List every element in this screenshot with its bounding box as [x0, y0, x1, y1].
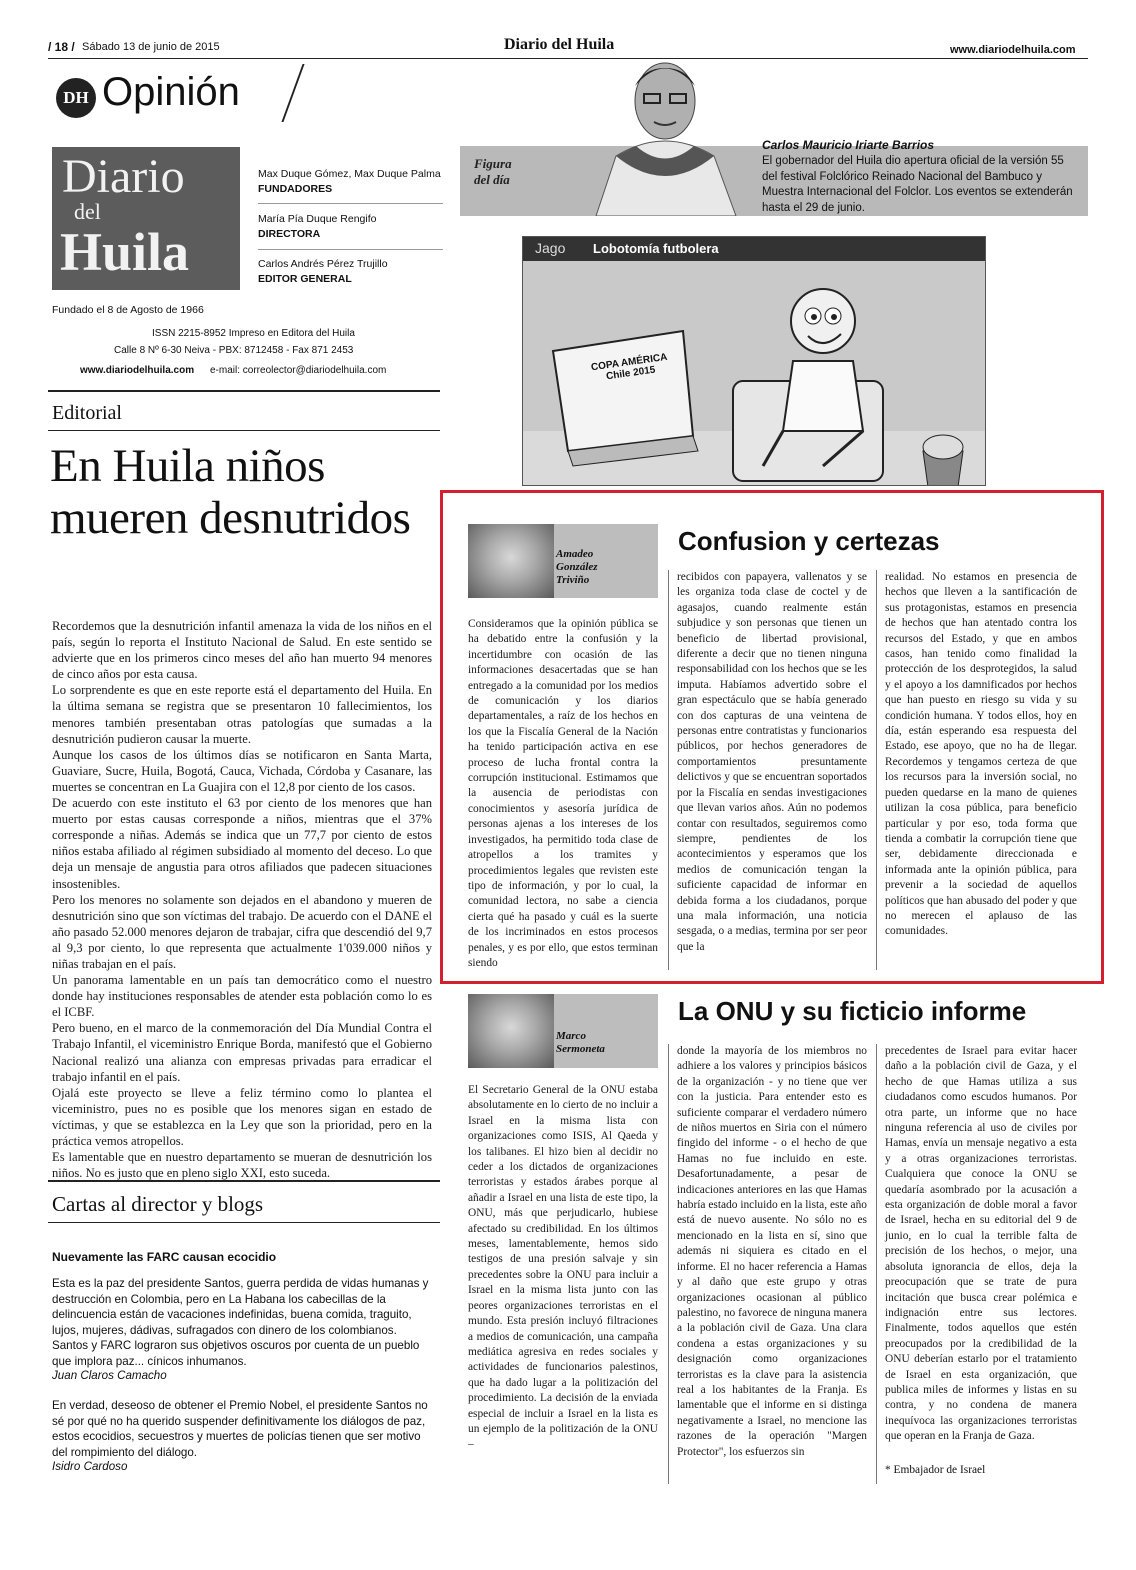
editorial-paragraph: Recordemos que la desnutrición infantil amenaza la vida de los niños en el país, según lo reporta el Instituto Nacional de Salud. En este sentido se advierte que en los primeros cinco meses del año han muerto 94 menores de cinco años por esta causa.	[52, 619, 432, 682]
cartas-heading: Cartas al director y blogs	[52, 1192, 264, 1216]
cartoon-title: Lobotomía futbolera	[593, 241, 719, 256]
editor-name: Carlos Andrés Pérez Trujillo	[258, 258, 388, 270]
editorial-paragraph: Aunque los casos de los últimos días se notificaron en Santa Marta, Guaviare, Sucre, Huila, Bogotá, Cauca, Vichada, Córdoba y Casanare, las muertes se concentran en La Guajira con el 12,8 por ciento de los casos.	[52, 747, 432, 794]
top-rule	[48, 58, 1088, 59]
issue-date: Sábado 13 de junio de 2015	[82, 41, 220, 53]
column1-author: Amadeo González Triviño	[556, 548, 598, 586]
editorial-paragraph: Pero bueno, en el marco de la conmemoración del Día Mundial Contra el Trabajo Infantil, el viceministro Enrique Borda, manifestó que el Gobierno Nacional realizó una alianza con empresas privadas para erradicar el trabajo infantil en el país.	[52, 1021, 432, 1084]
column-rule	[876, 1044, 877, 1484]
director-role: DIRECTORA	[258, 228, 321, 240]
editorial-paragraph: Un panorama lamentable en un país tan democrático como el nuestro donde hay instituciones responsables de atender esta población como lo es el ICBF.	[52, 973, 432, 1020]
staff-divider	[258, 249, 443, 250]
logo-word-diario: Diario	[62, 150, 185, 203]
founders-role: FUNDADORES	[258, 183, 333, 195]
letter1-author: Juan Claros Camacho	[52, 1369, 167, 1382]
masthead-small: Diario del Huila	[504, 36, 615, 53]
letter2-body: En verdad, deseoso de obtener el Premio Nobel, el presidente Santos no sé por qué no ha querido suspender definitivamente los diálogos de paz, estos ecocidios, secuestros y muertes de policías tienen que ser motivo del rompimiento del diálogo.	[52, 1399, 428, 1459]
editorial-paragraph: Ojalá este proyecto se lleve a feliz término como lo plantea el viceministro, pues no es posible que los menores sigan en estado de víctimas, y que se establezca en la Ley que son la prioridad, pero en la práctica vemos atropellos.	[52, 1085, 432, 1148]
editorial-body	[52, 618, 432, 1181]
cartas-top-rule	[48, 1180, 440, 1182]
editorial-headline: En Huila niños mueren desnutridos	[50, 440, 411, 544]
letter2-author: Isidro Cardoso	[52, 1460, 128, 1473]
staff-web[interactable]: www.diariodelhuila.com	[80, 365, 195, 376]
column-rule	[668, 570, 669, 970]
letter1-title: Nuevamente las FARC causan ecocidio	[52, 1250, 277, 1264]
column1-col-c: realidad. No estamos en presencia de hechos que lleven a la santificación de sus protagonistas, estamos en presencia de hechos que han atentado contra los recursos del Estado, y que en ambos casos, han tenido como finalidad la protección de los desprotegidos, la salud y el apoyo a los damnificados por hechos que han puesto en riesgo su vida y su condición humana. Y todos ellos, hoy en día, están esperando esa respuesta del Estado, ese apoyo, que no ha de llegar. Recordemos y tengamos certeza de que los recursos para la inversión social, no pueden quedarse en la mano de quienes utilizan la cosa pública, para beneficio particular y por eso, toda forma que tienda a combatir la corrupción tiene que ser, debidamente direccionada e informada ante la opinión pública, para prevenir a la sociedad de aquellos políticos que han abusado del poder y que no merecen el aplauso de las comunidades.	[885, 571, 1077, 938]
staff-divider	[258, 203, 443, 204]
editorial-paragraph: Lo sorprendente es que en este reporte está el departamento del Huila. En la última semana se registra que se presentaron 10 fallecimientos, los menores también presentaban otras patologías que sumadas a la desnutrición pudieron causar la muerte.	[52, 683, 432, 746]
staff-email[interactable]: e-mail: correolector@diariodelhuila.com	[210, 365, 387, 376]
director-name: María Pía Duque Rengifo	[258, 213, 377, 225]
section-swoosh	[265, 64, 304, 122]
column2-col-b: donde la mayoría de los miembros no adhiere a los valores y principios básicos de la organización - y no tiene que ver con la justicia. Para entender esto es suficiente comparar el verdadero número de niños muertos en Siria con el número fingido del informe - o el hecho de que Hamas no fue incluido en este. Desafortunadamente, a pesar de indicaciones anteriores en las que Hamas habría estado incluido en la lista, este año está de nuevo ausente. No sólo no es mencionado en la lista en sí, sino que además ni siquiera es citado en el informe. El no hacer referencia a Hamas y al daño que este grupo y otras organizaciones ocasionan al público palestino, no favorece de ninguna manera a la población civil de Gaza. Una clara condena a estas organizaciones y su designación como organizaciones terroristas es la clave para la asistencia real a los habitantes de la Franja. Es lamentable que el informe en si distinga negativamente a Israel, no mencione las razones de la operación "Margen Protector", los esfuerzos sin	[677, 1045, 867, 1458]
cartoon-author: Jago	[535, 240, 566, 256]
staff-director	[258, 212, 376, 242]
letter1-body: Esta es la paz del presidente Santos, guerra perdida de vidas humanas y destrucción en Colombia, pero en La Habana los cabecillas de la delincuencia están de vacaciones indefinidas, buena comida, traguito, lujos, mujeres, dádivas, sufragados con dinero de los colombianos. Santos y FARC lograron sus objetivos oscuros por cuenta de un pueblo que implora paz... cínicos inhumanos.	[52, 1277, 429, 1368]
figura-label: Figura del día	[474, 156, 512, 187]
editor-role: EDITOR GENERAL	[258, 273, 352, 285]
editorial-kicker: Editorial	[52, 402, 122, 424]
editorial-paragraph: De acuerdo con este instituto el 63 por ciento de los menores que han muerto por estas causas corresponde a niños, mientras que el 37% corresponde a niñas. Además se indica que un 77,7 por ciento de estos niños estaba afiliado al régimen subsidiado al momento del deceso. Lo que deja un mensaje de angustia para otros afiliados que padecen situaciones insostenibles.	[52, 796, 432, 891]
founded-date: Fundado el 8 de Agosto de 1966	[52, 304, 204, 316]
founders-names: Max Duque Gómez, Max Duque Palma	[258, 168, 441, 180]
page-number: / 18 /	[48, 40, 75, 54]
column2-col-a: El Secretario General de la ONU estaba absolutamente en lo cierto de no incluir a Israel en la misma lista con organizaciones como ISIS, Al Qaeda y los talibanes. El hizo bien al decidir no ceder a los dictados de organizaciones terroristas y estados árabes porque al añadir a Israel en una lista de este tipo, la ONU, más que perjudicarlo, hubiese afectado su credibilidad. En los últimos meses, lamentablemente, hemos sido testigos de una presión salvaje y sin precedentes sobre la ONU para incluir a Israel en la misma lista junto con las peores organizaciones terroristas en el mundo. Esta presión incluyó filtraciones a medios de comunicación, una campaña mediática agresiva en redes sociales y actividades de funcionarios palestinos, que ha dado lugar a la politización del procedimiento. La decisión de la enviada especial de incluir a Israel en la lista es un ejemplo de la politización de la ONU –	[468, 1084, 658, 1451]
figura-text: El gobernador del Huila dio apertura oficial de la versión 55 del festival Folclórico Reinado Nacional del Bambuco y Muestra Internacional del Folclor. Los eventos se extenderán hasta el 29 de junio.	[762, 155, 1073, 214]
section-logo: DH	[56, 78, 96, 118]
column-rule	[668, 1044, 669, 1484]
masthead-logo	[52, 147, 240, 290]
column2-headline: La ONU y su ficticio informe	[678, 996, 1027, 1026]
column2-signature: * Embajador de Israel	[885, 1464, 986, 1476]
staff-founders	[258, 167, 441, 197]
section-title: Opinión	[102, 70, 240, 114]
cartoon-panel	[522, 236, 986, 486]
address-line: Calle 8 Nº 6-30 Neiva - PBX: 8712458 - Fax 871 2453	[114, 345, 354, 356]
column1-col-a: Consideramos que la opinión pública se ha debatido entre la confusión y la incertidumbre con ocasión de las informaciones desacertadas que se han entregado a la comunidad por los medios de comunicación y los diarios departamentales, a raíz de los hechos en los que la Fiscalía General de la Nación ha tenido participación activa en ese proceso de lucha frontal contra la corrupción institucional. Estimamos que la ausencia de periodistas con conocimientos y asesoría jurídica de personas ajenas a los intereses de los investigados, ha permitido toda clase de atropellos a los tramites y procedimientos legales que revisten este tipo de información, y por lo cual, la comunidad lectora, no sabe a ciencia cierta qué ha pasado y cuál es la suerte de los incriminados en estos procesos penales, y es por ello, que estos terminan siendo	[468, 618, 658, 969]
figura-photo	[576, 46, 754, 216]
column2-col-c: precedentes de Israel para evitar hacer daño a la población civil de Gaza, y el hecho de que Hamas utiliza a sus ciudadanos como escudos humanos. Por otra parte, un informe que no hace ninguna referencia al uso de civiles por Hamas, envía un mensaje negativo a esta y a otras organizaciones terroristas. Cualquiera que conoce la ONU se quedaría asombrado por la acusación a esta organización de doble moral a favor de Israel, hecha en su editorial del 9 de junio, en lo cual la terrible falta de precisión de los hechos, o mejor, una absoluta ignorancia de ellos, deja la preocupación que se trate de pura incitación que busca crear polémica e indignación entre sus lectores. Finalmente, todos aquellos que estén preocupados por la credibilidad de la ONU deberían estarlo por el tratamiento de Israel en esta organización, que publica miles de informes y listas en su contra, y no condena de manera inequívoca las organizaciones terroristas que operan en la Franja de Gaza.	[885, 1045, 1077, 1443]
staff-editor	[258, 257, 388, 287]
editorial-paragraph: Pero los menores no solamente son dejados en el abandono y mueren de desnutrición sino que son víctimas del trabajo. De acuerdo con el DANE el año pasado 52.000 menores dejaron de trabajar, cifra que descendió del 9,7 al 9,3 por ciento, lo que representa que actualmente 1'039.000 niños y niñas trabajan en el país.	[52, 892, 432, 971]
column1-headline: Confusion y certezas	[678, 526, 940, 556]
column2-author: Marco Sermoneta	[556, 1030, 605, 1055]
column1-col-b: recibidos con papayera, vallenatos y se les organiza toda clase de coctel y de agasajos, cuando realmente están subjudice y son personas que tienen un beneficio de libertad provisional, diferente a decir que no tienen ninguna responsabilidad con los hechos que se les imputa. Habíamos advertido sobre el gran espectáculo que se había generado con dos capturas de una veintena de personas entre contratistas y funcionarios públicos, por hechos generadores de comportamientos presuntamente delictivos y que se encuentran soportados por la Fiscalía en sendas investigaciones que llevan varios años. Aún no podemos contar con resultados, seguiremos como siempre, pendientes de los acontecimientos y esperamos que los medios de comunicación tengan la suficiente capacidad de informar en debida forma a los ciudadanos, porque una mala información, una noticia sesgada, o a medias, termina por ser peor que la	[677, 571, 867, 953]
cartoon-screen-text: COPA AMÉRICA Chile 2015	[590, 351, 669, 383]
logo-word-del: del	[74, 199, 101, 224]
website-link[interactable]: www.diariodelhuila.com	[950, 44, 1076, 56]
column-rule	[876, 570, 877, 970]
figura-name: Carlos Mauricio Iriarte Barrios	[762, 138, 935, 152]
author-photo-sermoneta	[468, 994, 554, 1068]
author-photo-gonzalez	[468, 524, 554, 598]
staff-bottom-rule	[48, 390, 440, 392]
governor-portrait	[576, 46, 754, 216]
logo-word-huila: Huila	[60, 222, 190, 282]
cartas-rule	[48, 1222, 440, 1223]
editorial-rule	[48, 430, 440, 431]
issn-line: ISSN 2215-8952 Impreso en Editora del Huila	[152, 328, 355, 339]
editorial-paragraph: Es lamentable que en nuestro departamento se mueran de desnutrición los niños. No es justo que en pleno siglo XXI, esto suceda.	[52, 1150, 432, 1181]
